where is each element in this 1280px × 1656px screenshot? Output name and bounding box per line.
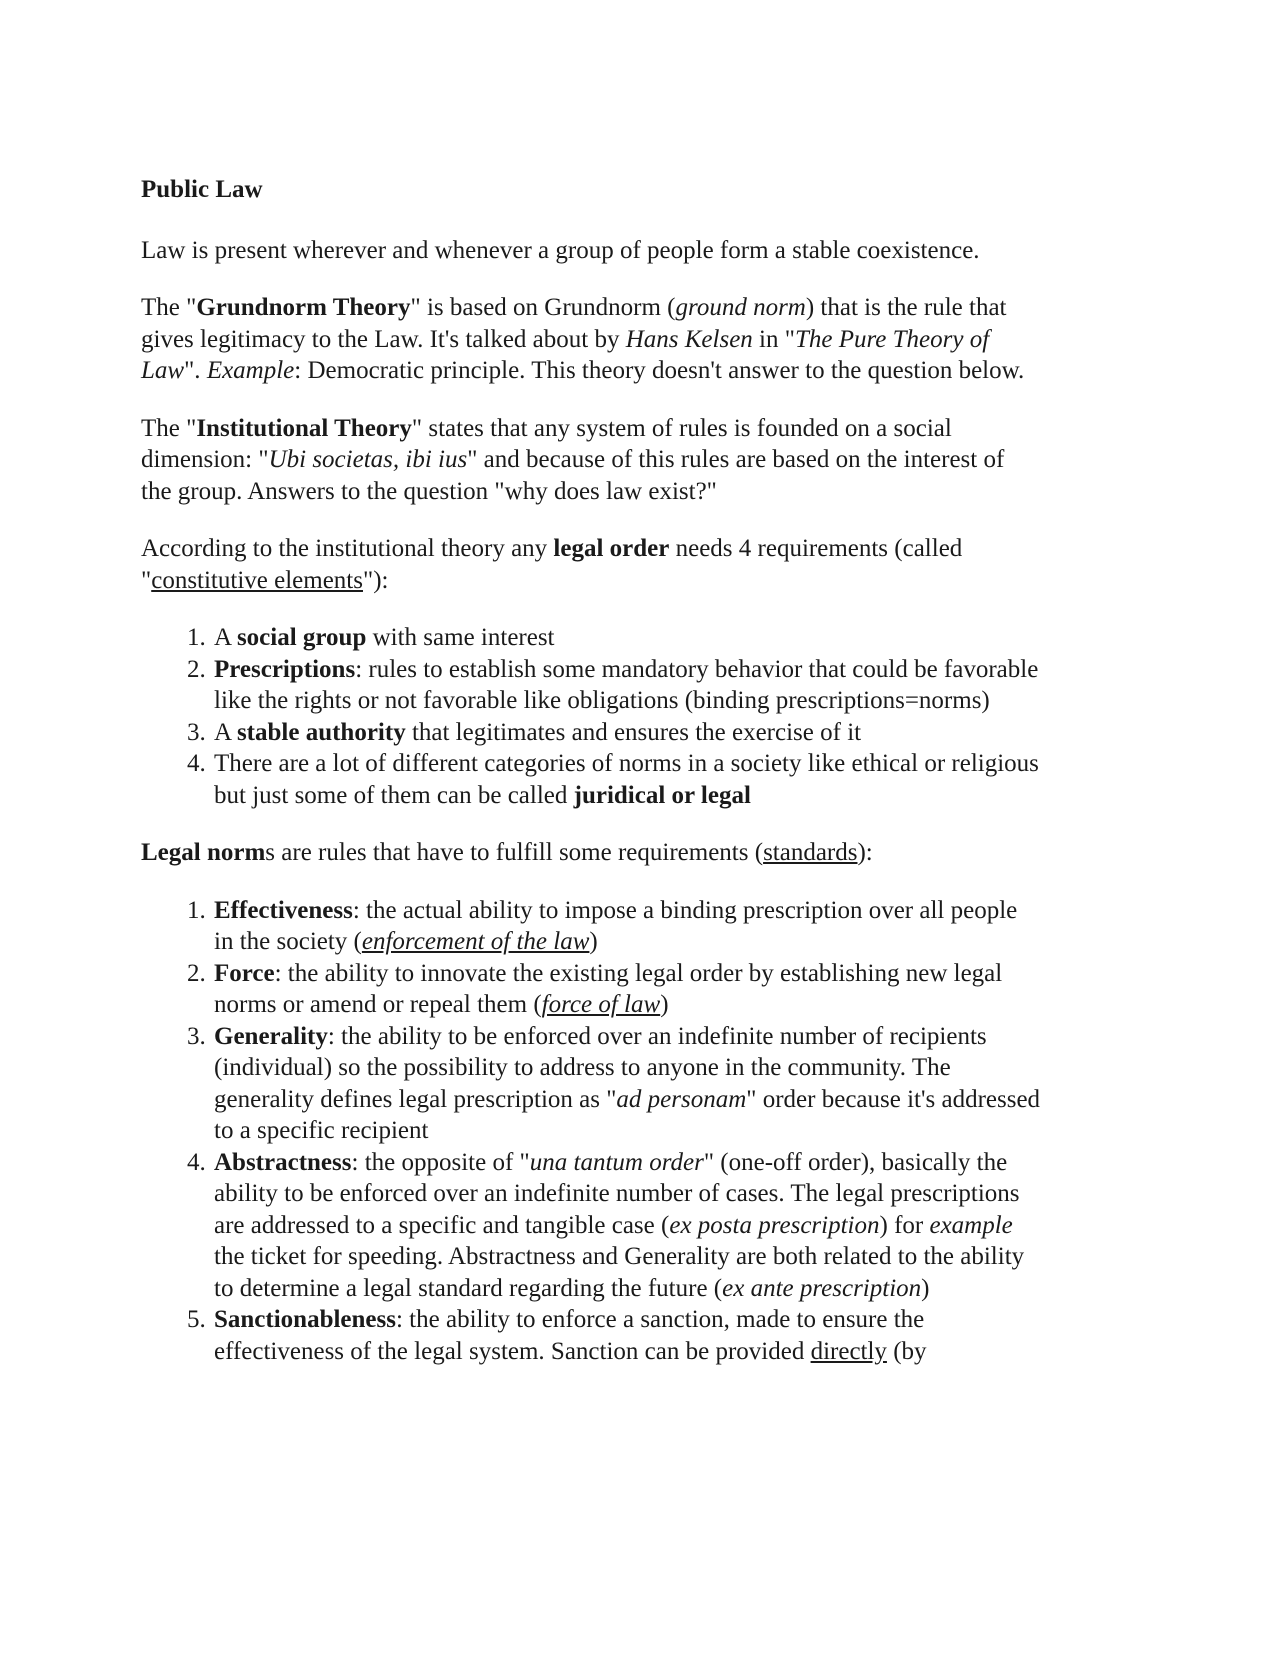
author-name: Hans Kelsen	[625, 325, 753, 353]
document-page	[141, 174, 1041, 1367]
requirements-list	[141, 622, 1041, 811]
list-item: 1. A social group with same interest	[212, 622, 1041, 654]
institutional-paragraph: The "Institutional Theory" states that any system of rules is founded on a social dimension: "Ubi societas, ibi ius" and because of this rules are based on the interest of the group. Answers to the question "why does law exist?"	[141, 414, 1005, 505]
list-item: 2. Force: the ability to innovate the existing legal order by establishing new legal norms or amend or repeal them (force of law)	[212, 958, 1041, 1021]
book-title: The Pure Theory of Law	[141, 325, 990, 384]
standards-list	[141, 895, 1041, 1368]
list-item: 3. A stable authority that legitimates and ensures the exercise of it	[212, 717, 1041, 749]
grundnorm-term: Grundnorm Theory	[196, 294, 411, 321]
intro-paragraph: Law is present wherever and whenever a group of people form a stable coexistence.	[141, 236, 980, 264]
list-item: 2. Prescriptions: rules to establish some mandatory behavior that could be favorable like the rights or not favorable like obligations (binding prescriptions=norms)	[212, 654, 1041, 717]
grundnorm-paragraph: The "Grundnorm Theory" is based on Grundnorm (ground norm) that is the rule that gives legitimacy to the Law. It's talked about by Hans Kelsen in "The Pure Theory of Law". Example: Democratic principle. This theory doesn't answer to the question below.	[141, 294, 1025, 384]
list-item: 4. Abstractness: the opposite of "una tantum order" (one-off order), basically the ability to be enforced over an indefinite number of cases. The legal prescriptions are addressed to a specific and tangible case (ex posta prescription) for example the ticket for speeding. Abstractness and Generality are both related to the ability to determine a legal standard regarding the future (ex ante prescription)	[212, 1147, 1041, 1305]
legal-norms-paragraph: Legal norms are rules that have to fulfill some requirements (standards):	[141, 839, 873, 866]
latin-quote: Ubi societas, ibi ius	[268, 446, 468, 473]
list-item: 5. Sanctionableness: the ability to enforce a sanction, made to ensure the effectiveness of the legal system. Sanction can be provided directly (by	[212, 1304, 1041, 1367]
list-item: 1. Effectiveness: the actual ability to impose a binding prescription over all people in the society (enforcement of the law)	[212, 895, 1041, 958]
page-title: Public Law	[141, 176, 263, 203]
list-item: 4. There are a lot of different categories of norms in a society like ethical or religious but just some of them can be called juridical or legal	[212, 748, 1041, 811]
list-item: 3. Generality: the ability to be enforced over an indefinite number of recipients (individual) so the possibility to address to anyone in the community. The generality defines legal prescription as "ad personam" order because it's addressed to a specific recipient	[212, 1021, 1041, 1147]
institutional-term: Institutional Theory	[196, 414, 412, 442]
legal-order-paragraph: According to the institutional theory any legal order needs 4 requirements (called "constitutive elements"):	[141, 535, 963, 594]
